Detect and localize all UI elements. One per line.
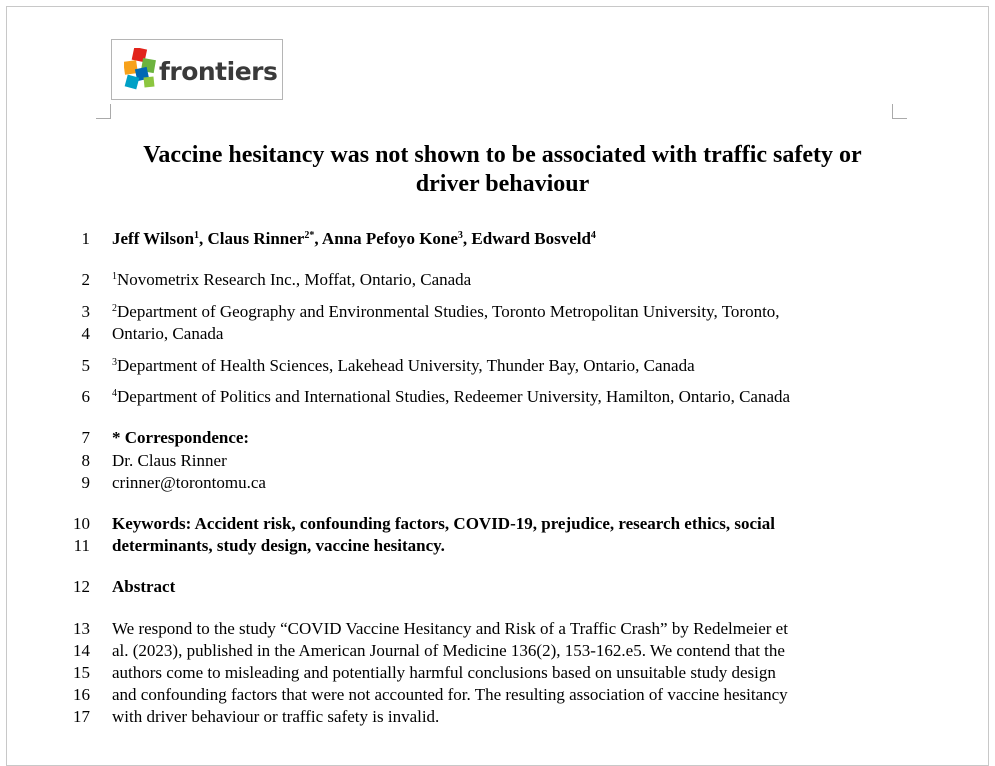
author-sup: 3 (457, 230, 463, 241)
affiliation-2-cont: Ontario, Canada (112, 324, 224, 343)
affiliation-4 (112, 386, 790, 408)
crop-mark-right (892, 104, 907, 119)
affiliation-sup: 4 (112, 388, 117, 399)
frontiers-logo-icon (124, 48, 158, 92)
abstract-text: and confounding factors that were not accounted for. The resulting association of vaccine hesitancy (112, 685, 788, 704)
affiliation-sup: 2 (112, 303, 117, 314)
abstract-text: We respond to the study “COVID Vaccine Hesitancy and Risk of a Traffic Crash” by Redelmeier et (112, 619, 788, 638)
affiliation-3 (112, 355, 695, 377)
line-number: 6 (81, 387, 90, 406)
line-number: 15 (73, 663, 90, 682)
crop-mark-left (96, 104, 111, 119)
line-number: 17 (73, 707, 90, 726)
author-name: Edward Bosveld (471, 229, 591, 248)
line-number: 16 (73, 685, 90, 704)
author-name: Jeff Wilson (112, 229, 195, 248)
correspondence-label: * Correspondence: (112, 428, 250, 447)
line-number: 11 (73, 536, 90, 555)
author-name: Anna Pefoyo Kone (321, 229, 458, 248)
line-number: 8 (81, 451, 90, 470)
line-number: 3 (81, 302, 90, 321)
affiliation-text: Department of Politics and International Studies, Redeemer University, Hamilton, Ontario, Canada (117, 387, 791, 406)
line-number: 5 (81, 356, 90, 375)
abstract-text: al. (2023), published in the American Journal of Medicine 136(2), 153-162.e5. We contend that the (112, 641, 785, 660)
affiliation-text: Department of Health Sciences, Lakehead University, Thunder Bay, Ontario, Canada (117, 356, 695, 375)
keywords-line-2: determinants, study design, vaccine hesitancy. (112, 536, 445, 555)
line-number: 10 (73, 514, 90, 533)
abstract-text: with driver behaviour or traffic safety is invalid. (112, 707, 440, 726)
author-sup: 1 (194, 230, 200, 241)
logo-wordmark: frontiers (159, 57, 278, 86)
line-number: 7 (81, 428, 90, 447)
affiliation-text: Department of Geography and Environmental Studies, Toronto Metropolitan University, Toronto, (117, 302, 780, 321)
correspondence-name: Dr. Claus Rinner (112, 451, 227, 470)
line-number: 12 (73, 577, 90, 596)
keywords-line-1: Keywords: Accident risk, confounding factors, COVID-19, prejudice, research ethics, social (112, 514, 775, 533)
line-number: 4 (81, 324, 90, 343)
affiliation-sup: 1 (112, 271, 117, 282)
title-line-2: driver behaviour (415, 171, 590, 197)
author-name: Claus Rinner (207, 229, 305, 248)
affiliation-text: Novometrix Research Inc., Moffat, Ontario, Canada (117, 270, 472, 289)
abstract-text: authors come to misleading and potentially harmful conclusions based on unsuitable study design (112, 663, 776, 682)
title-line-1: Vaccine hesitancy was not shown to be associated with traffic safety or (143, 142, 862, 168)
paper-title (100, 141, 905, 199)
line-number: 1 (81, 229, 90, 248)
affiliation-sup: 3 (112, 357, 117, 368)
author-list: Jeff Wilson$^1$, Claus Rinner$^{2*}$, Anna Pefoyo Kone$^3$, Edward Bosveld$^4$ (112, 229, 596, 248)
author-sup: 4 (590, 230, 596, 241)
line-number: 9 (81, 473, 90, 492)
frontiers-logo (111, 39, 283, 100)
abstract-heading: Abstract (112, 577, 176, 596)
line-number: 14 (73, 641, 90, 660)
correspondence-email: crinner@torontomu.ca (112, 473, 266, 492)
affiliation-1 (112, 269, 471, 291)
author-sup: 2* (304, 230, 315, 241)
line-number: 2 (81, 270, 90, 289)
line-number: 13 (73, 619, 90, 638)
affiliation-2 (112, 301, 780, 323)
